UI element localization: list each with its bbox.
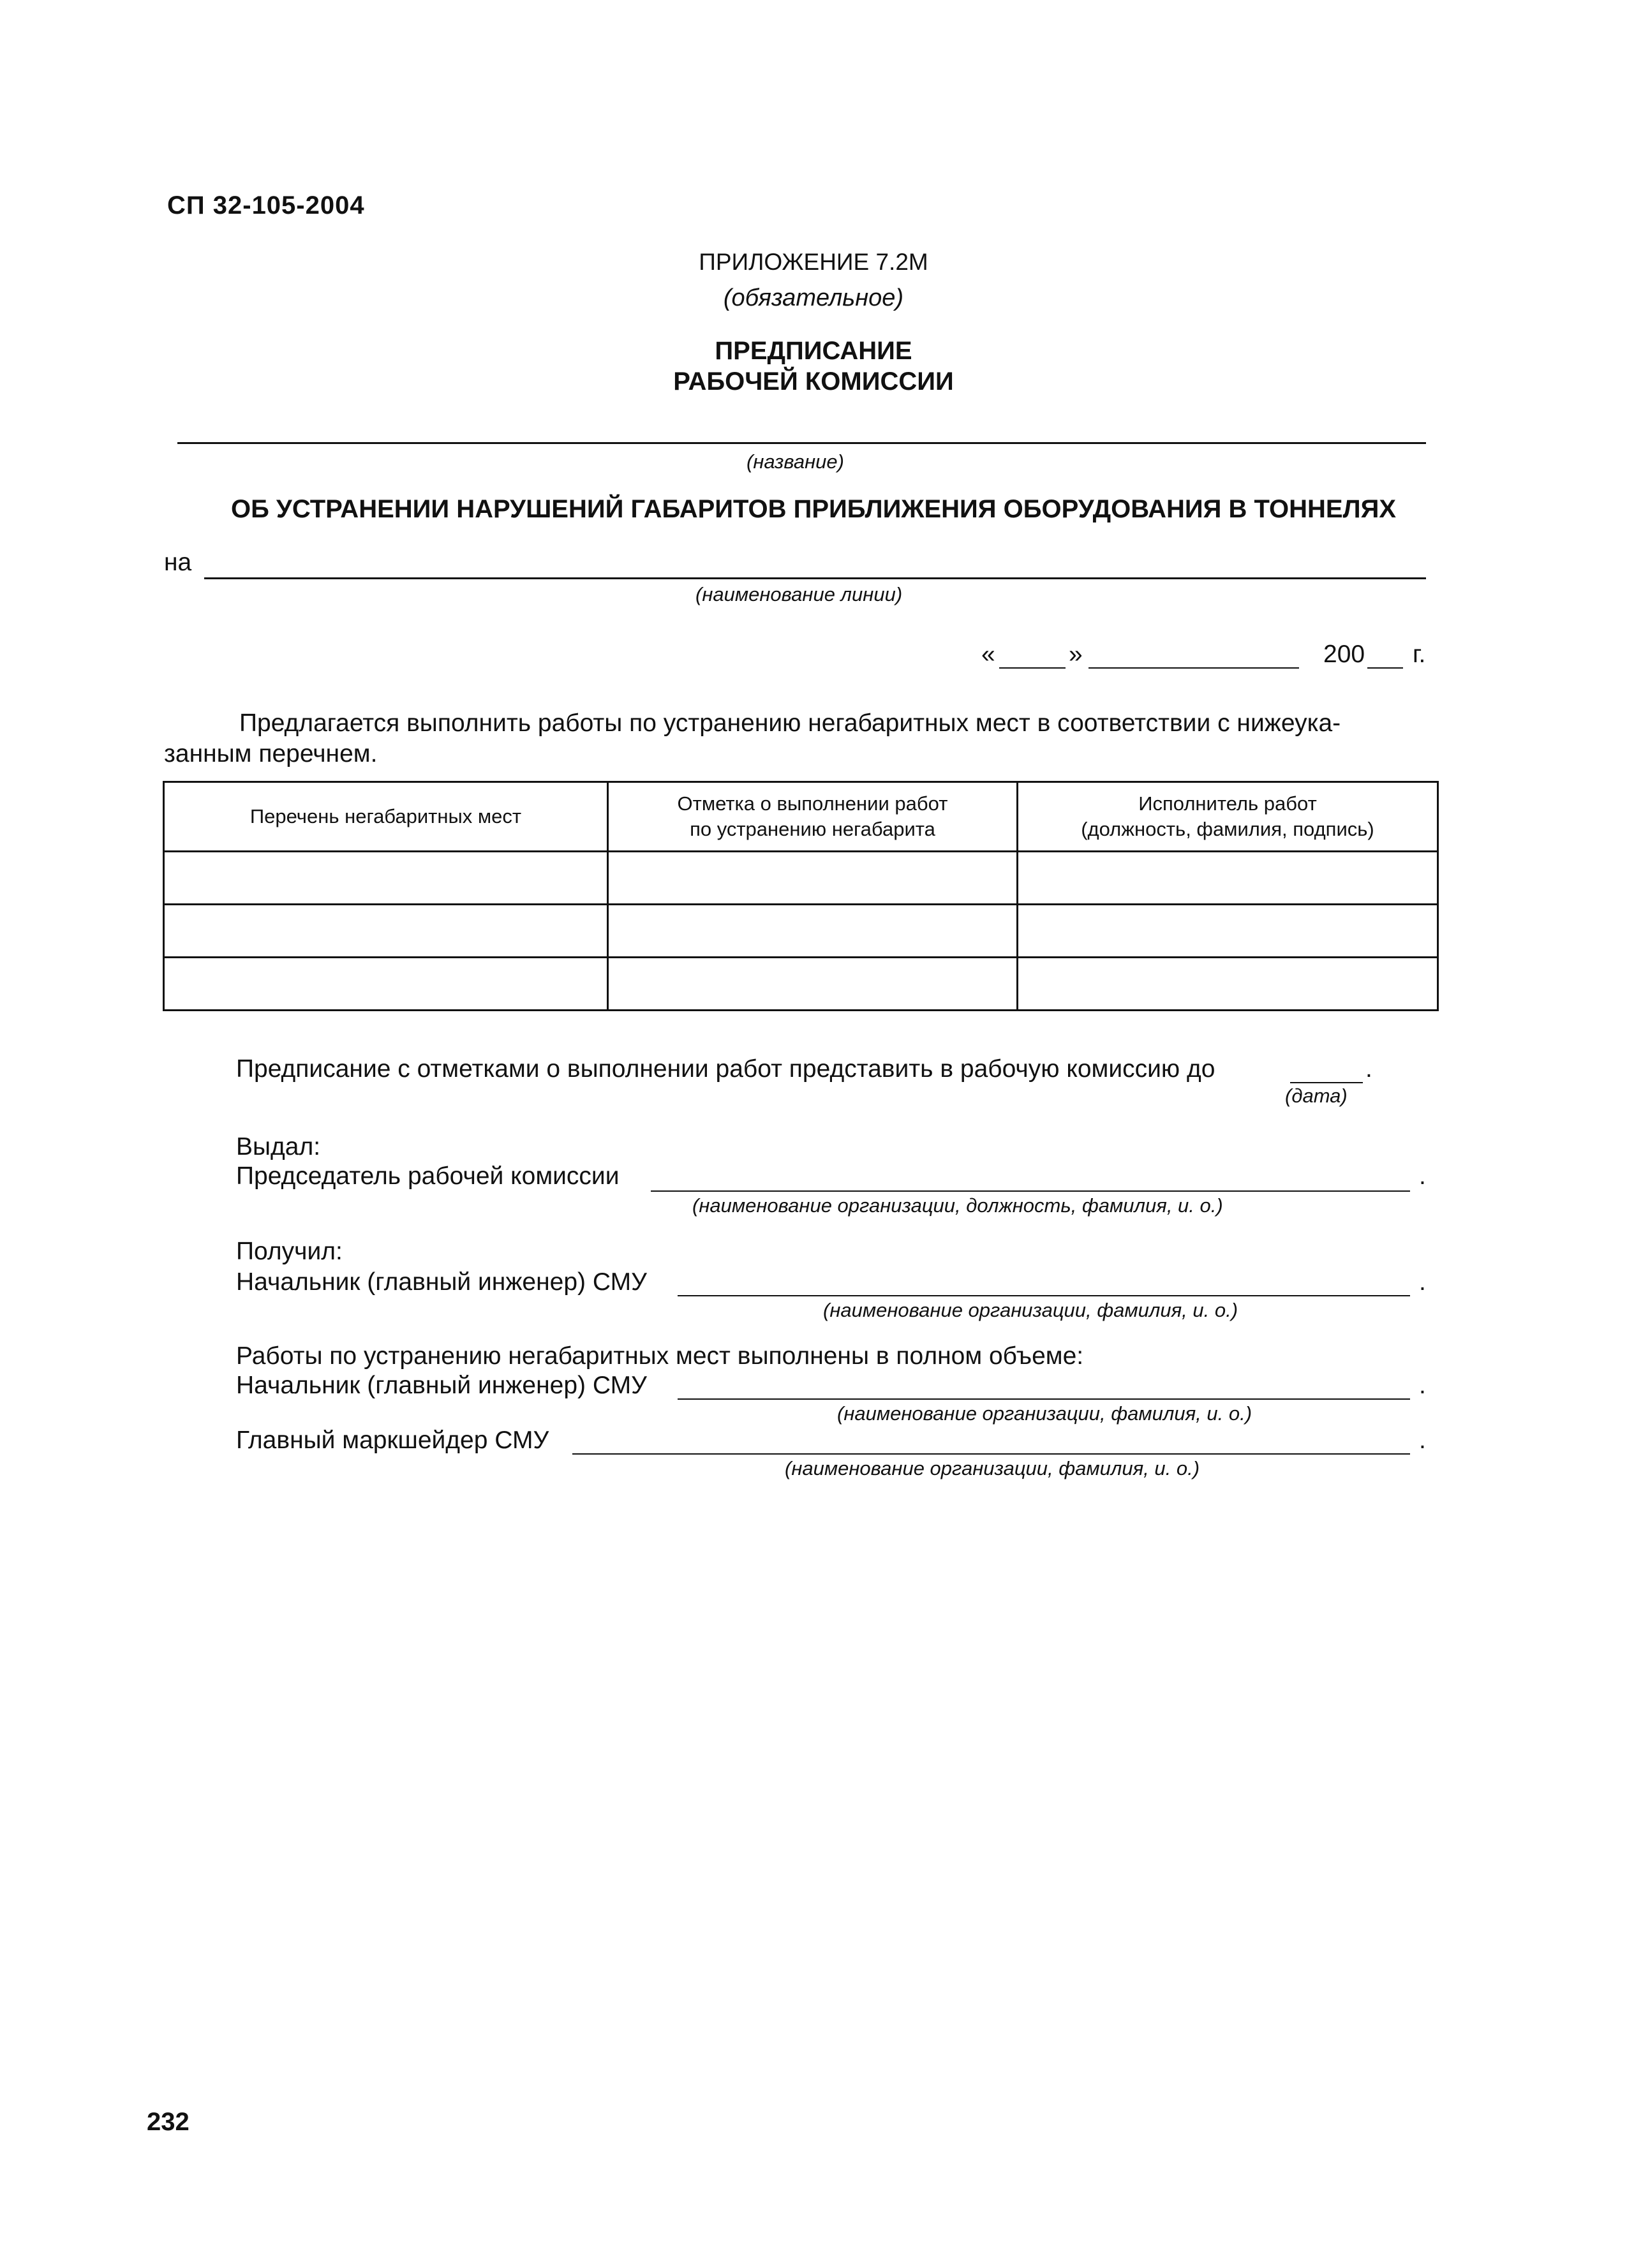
- line-name-field[interactable]: [204, 577, 1426, 579]
- table-cell[interactable]: [1017, 905, 1438, 958]
- completed-role-chief: Начальник (главный инженер) СМУ: [236, 1372, 647, 1399]
- issued-signature-field[interactable]: [651, 1190, 1410, 1192]
- date-open-quote: «: [981, 641, 995, 668]
- table-cell[interactable]: [607, 852, 1017, 905]
- completed-surveyor-end: .: [1419, 1427, 1426, 1454]
- completed-chief-caption: (наименование организации, фамилия, и. о.): [837, 1402, 1252, 1425]
- appendix-label: ПРИЛОЖЕНИЕ 7.2М: [699, 249, 928, 275]
- table-cell[interactable]: [607, 958, 1017, 1011]
- issued-role: Председатель рабочей комиссии: [236, 1162, 620, 1190]
- column-header-places: [164, 782, 608, 852]
- issued-label: Выдал:: [236, 1133, 321, 1160]
- column-header-executor-line1: Исполнитель работ: [1138, 792, 1317, 815]
- table-cell[interactable]: [1017, 958, 1438, 1011]
- received-end: .: [1419, 1268, 1426, 1296]
- completed-role-surveyor: Главный маркшейдер СМУ: [236, 1427, 549, 1454]
- deadline-text: Предписание с отметками о выполнении работ представить в рабочую комиссию до: [236, 1055, 1215, 1083]
- document-title-line1: ПРЕДПИСАНИЕ: [715, 337, 912, 365]
- column-header-completion-mark: [607, 782, 1017, 852]
- table-row: [164, 958, 1438, 1011]
- column-header-completion-mark-line2: по устранению негабарита: [690, 818, 935, 840]
- table-cell[interactable]: [164, 852, 608, 905]
- column-header-places-text: Перечень негабаритных мест: [249, 805, 522, 827]
- line-field-caption: (наименование линии): [695, 583, 903, 605]
- name-field-line[interactable]: [177, 442, 1426, 444]
- column-header-executor-line2: (должность, фамилия, подпись): [1081, 818, 1374, 840]
- table-header-row: [164, 782, 1438, 852]
- places-table: [163, 781, 1439, 1011]
- document-code: СП 32-105-2004: [167, 191, 365, 219]
- received-signature-field[interactable]: [678, 1295, 1410, 1296]
- line-field-prefix: на: [164, 549, 192, 576]
- date-day-field[interactable]: [999, 667, 1066, 669]
- deadline-date-caption: (дата): [1285, 1085, 1348, 1107]
- completed-surveyor-signature-field[interactable]: [572, 1453, 1410, 1455]
- column-header-executor: [1017, 782, 1438, 852]
- name-field-caption: (название): [747, 450, 844, 473]
- date-year-prefix: 200: [1323, 641, 1365, 668]
- issued-end: .: [1419, 1162, 1426, 1190]
- date-month-field[interactable]: [1088, 667, 1299, 669]
- table-cell[interactable]: [1017, 852, 1438, 905]
- deadline-end: .: [1365, 1055, 1372, 1083]
- appendix-status: (обязательное): [723, 285, 904, 311]
- received-caption: (наименование организации, фамилия, и. о.): [823, 1299, 1238, 1321]
- table-row: [164, 852, 1438, 905]
- date-close-quote: »: [1069, 641, 1083, 668]
- document-subject: ОБ УСТРАНЕНИИ НАРУШЕНИЙ ГАБАРИТОВ ПРИБЛИЖЕНИЯ ОБОРУДОВАНИЯ В ТОННЕЛЯХ: [230, 495, 1397, 523]
- date-year-field[interactable]: [1367, 667, 1403, 669]
- column-header-completion-mark-line1: Отметка о выполнении работ: [677, 792, 948, 815]
- completed-label: Работы по устранению негабаритных мест выполнены в полном объеме:: [236, 1342, 1084, 1370]
- date-year-suffix: г.: [1413, 641, 1426, 668]
- table-cell[interactable]: [164, 958, 608, 1011]
- table-row: [164, 905, 1438, 958]
- received-label: Получил:: [236, 1238, 343, 1265]
- page-number: 232: [147, 2108, 189, 2136]
- completed-chief-signature-field[interactable]: [678, 1398, 1410, 1400]
- intro-line-2: занным перечнем.: [164, 740, 378, 767]
- table-cell[interactable]: [607, 905, 1017, 958]
- issued-caption: (наименование организации, должность, фамилия, и. о.): [692, 1194, 1223, 1217]
- completed-chief-end: .: [1419, 1372, 1426, 1399]
- completed-surveyor-caption: (наименование организации, фамилия, и. о.): [785, 1457, 1200, 1479]
- received-role: Начальник (главный инженер) СМУ: [236, 1268, 647, 1296]
- document-title-line2: РАБОЧЕЙ КОМИССИИ: [673, 367, 954, 396]
- intro-line-1: Предлагается выполнить работы по устранению негабаритных мест в соответствии с нижеука-: [239, 709, 1341, 737]
- table-cell[interactable]: [164, 905, 608, 958]
- deadline-date-field[interactable]: [1290, 1082, 1363, 1083]
